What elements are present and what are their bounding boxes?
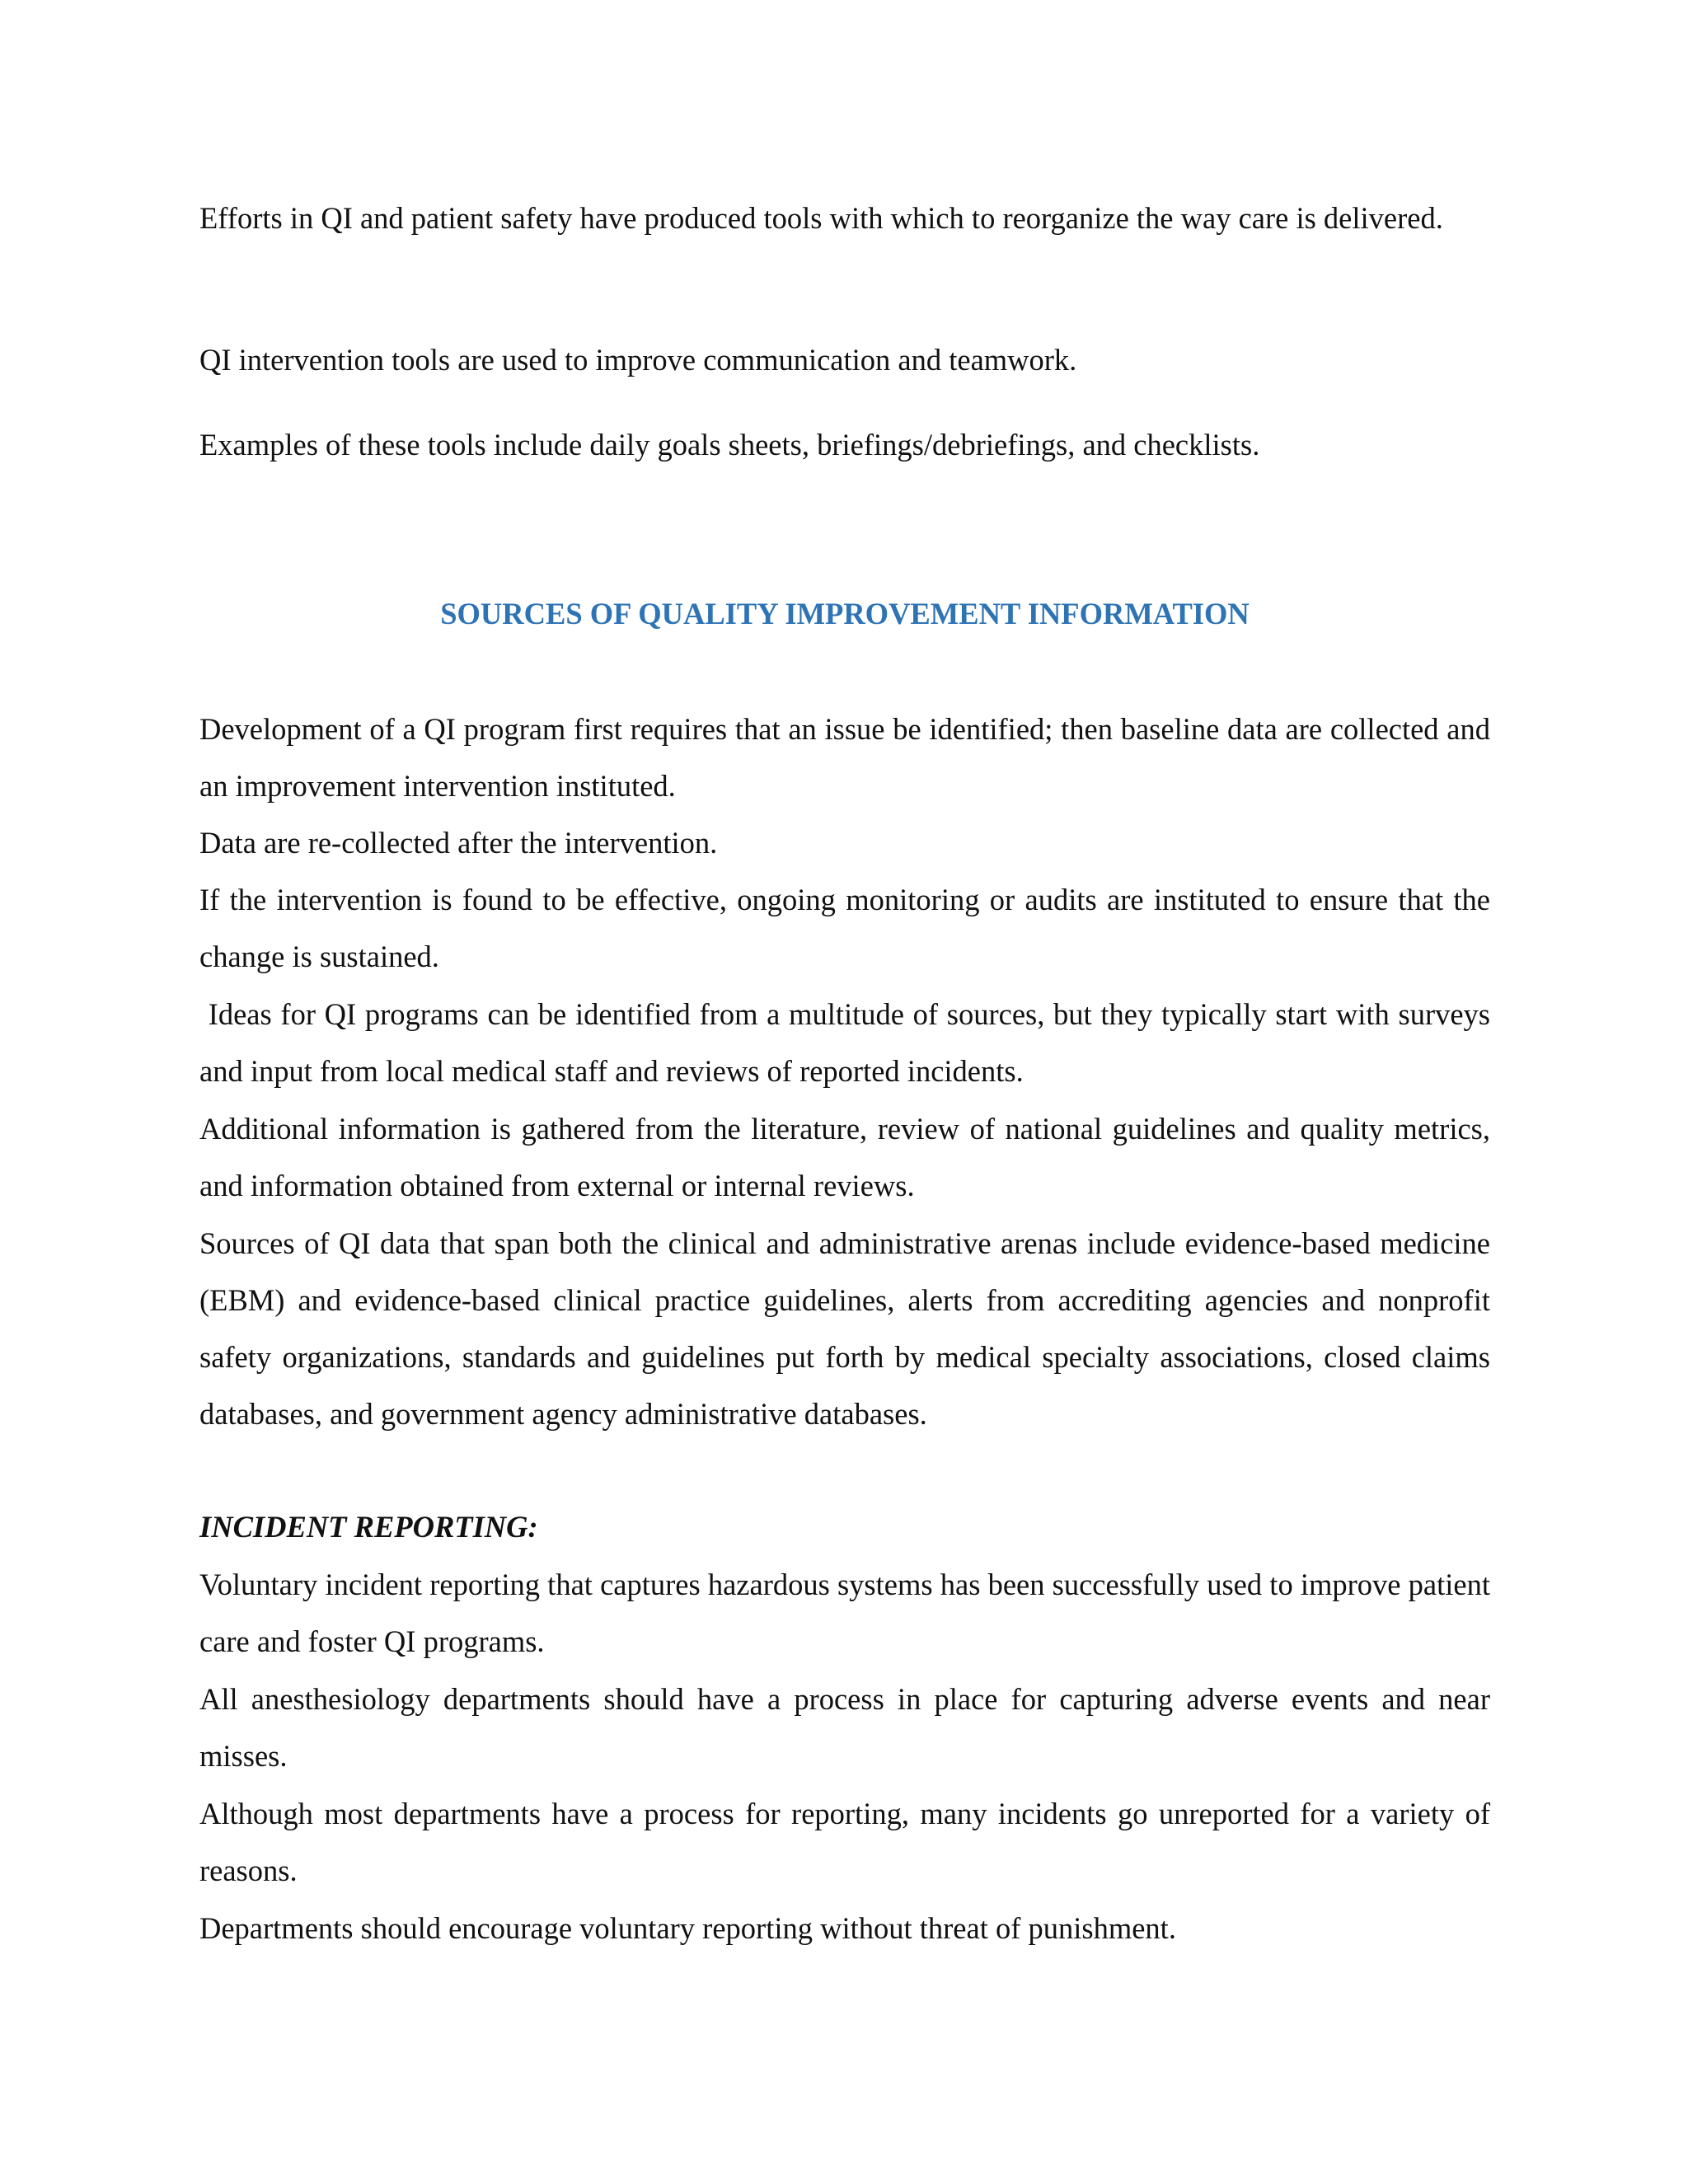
- sources-paragraph-5: Additional information is gathered from the literature, review of national guidelines and quality metrics, and information obtained from external or internal reviews.: [199, 1112, 1490, 1202]
- intro-paragraph-2: QI intervention tools are used to improve communication and teamwork.: [199, 343, 1077, 377]
- document-page: [199, 0, 1498, 2184]
- incident-paragraph-2: All anesthesiology departments should have a process in place for capturing adverse events and near misses.: [199, 1682, 1490, 1773]
- incident-paragraph-3: Although most departments have a process for reporting, many incidents go unreported for a variety of reasons.: [199, 1797, 1490, 1887]
- intro-paragraph-3: Examples of these tools include daily goals sheets, briefings/debriefings, and checklists.: [199, 428, 1260, 462]
- section-heading-sources: SOURCES OF QUALITY IMPROVEMENT INFORMATION: [440, 597, 1250, 630]
- sources-paragraph-4: Ideas for QI programs can be identified from a multitude of sources, but they typically start with surveys and input from local medical staff and reviews of reported incidents.: [199, 997, 1498, 1088]
- intro-paragraph-1: Efforts in QI and patient safety have produced tools with which to reorganize the way care is delivered.: [199, 201, 1443, 235]
- section-heading-incident-reporting: INCIDENT REPORTING:: [199, 1510, 538, 1544]
- sources-paragraph-2: Data are re-collected after the intervention.: [199, 826, 718, 860]
- incident-paragraph-4: Departments should encourage voluntary reporting without threat of punishment.: [199, 1911, 1176, 1945]
- sources-paragraph-3: If the intervention is found to be effective, ongoing monitoring or audits are instituted to ensure that the change is sustained.: [199, 883, 1490, 973]
- sources-paragraph-6: Sources of QI data that span both the clinical and administrative arenas include evidence-based medicine (EBM) and evidence-based clinical practice guidelines, alerts from accrediting agencies and nonprofit safety organizations, standards and guidelines put forth by medical specialty associations, closed claims databases, and government agency administrative databases.: [199, 1226, 1490, 1431]
- incident-paragraph-1: Voluntary incident reporting that captures hazardous systems has been successfully used to improve patient care and foster QI programs.: [199, 1568, 1490, 1658]
- sources-paragraph-1: Development of a QI program first requires that an issue be identified; then baseline data are collected and an improvement intervention instituted.: [199, 712, 1490, 803]
